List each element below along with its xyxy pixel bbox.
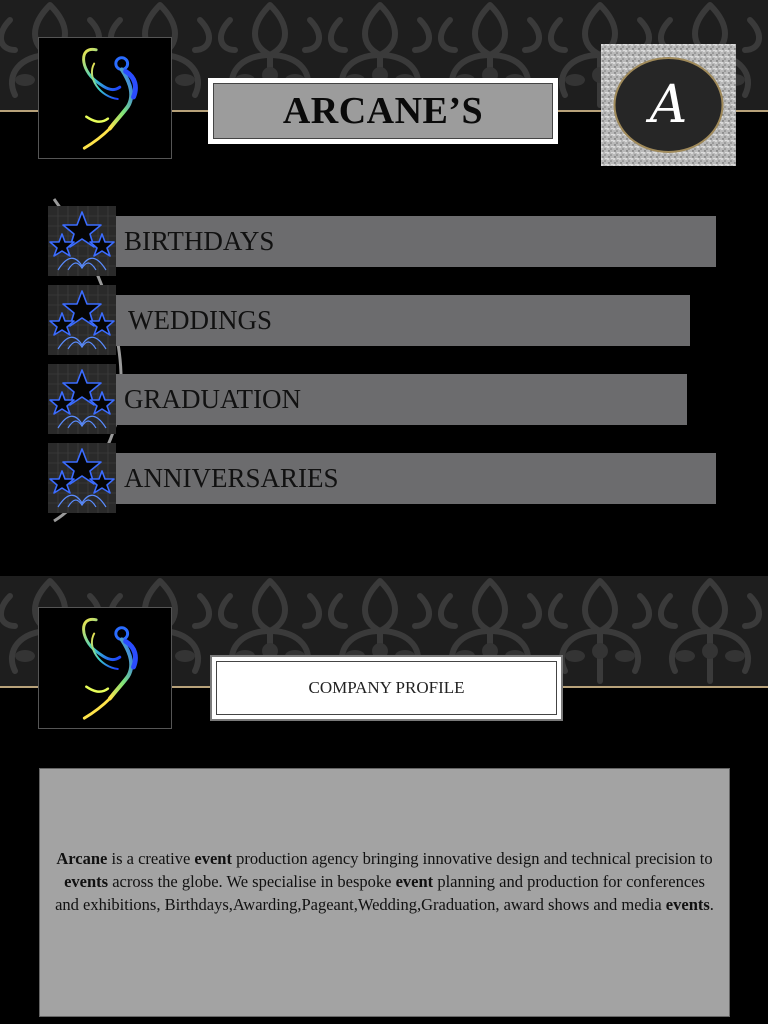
text-bold: events [665, 894, 710, 914]
menu-item-label: BIRTHDAYS [124, 226, 275, 256]
text-bold: events [64, 871, 109, 891]
star-cluster-icon [48, 364, 116, 434]
text-bold: Arcane [56, 848, 108, 868]
menu-item-label: GRADUATION [124, 384, 301, 414]
text-bold: event [194, 848, 232, 868]
star-cluster-icon [48, 443, 116, 513]
company-profile-panel [39, 768, 730, 1017]
fairy-logo-icon [38, 37, 172, 159]
section-subtitle: COMPANY PROFILE [308, 678, 465, 697]
menu-bar [116, 374, 687, 425]
page-title: ARCANE’S [282, 90, 484, 132]
text-run: production agency bringing innovative design and technical precision to [231, 848, 713, 868]
menu-bar [116, 295, 690, 346]
slide-company-profile [0, 576, 768, 1024]
text-run: is a creative [107, 848, 195, 868]
text-run: planning and production for conferences and exhibitions, Birthdays,Awarding,Pageant,Wedding,Graduation, award shows and media [55, 871, 705, 914]
menu-item-label: ANNIVERSARIES [124, 463, 339, 493]
subtitle-plate [210, 655, 563, 721]
fairy-logo-icon [38, 607, 172, 729]
text-bold: event [395, 871, 434, 891]
title-plate [208, 78, 558, 144]
menu-item-label: WEDDINGS [128, 305, 272, 335]
star-cluster-icon [48, 285, 116, 355]
monogram-a-icon: A [649, 75, 688, 135]
menu-bar [116, 216, 716, 267]
company-profile-text [55, 847, 715, 916]
star-cluster-icon [48, 206, 116, 276]
menu-bar [116, 453, 716, 504]
text-run: . [709, 894, 714, 914]
text-run: across the globe. We specialise in bespoke [108, 871, 396, 891]
